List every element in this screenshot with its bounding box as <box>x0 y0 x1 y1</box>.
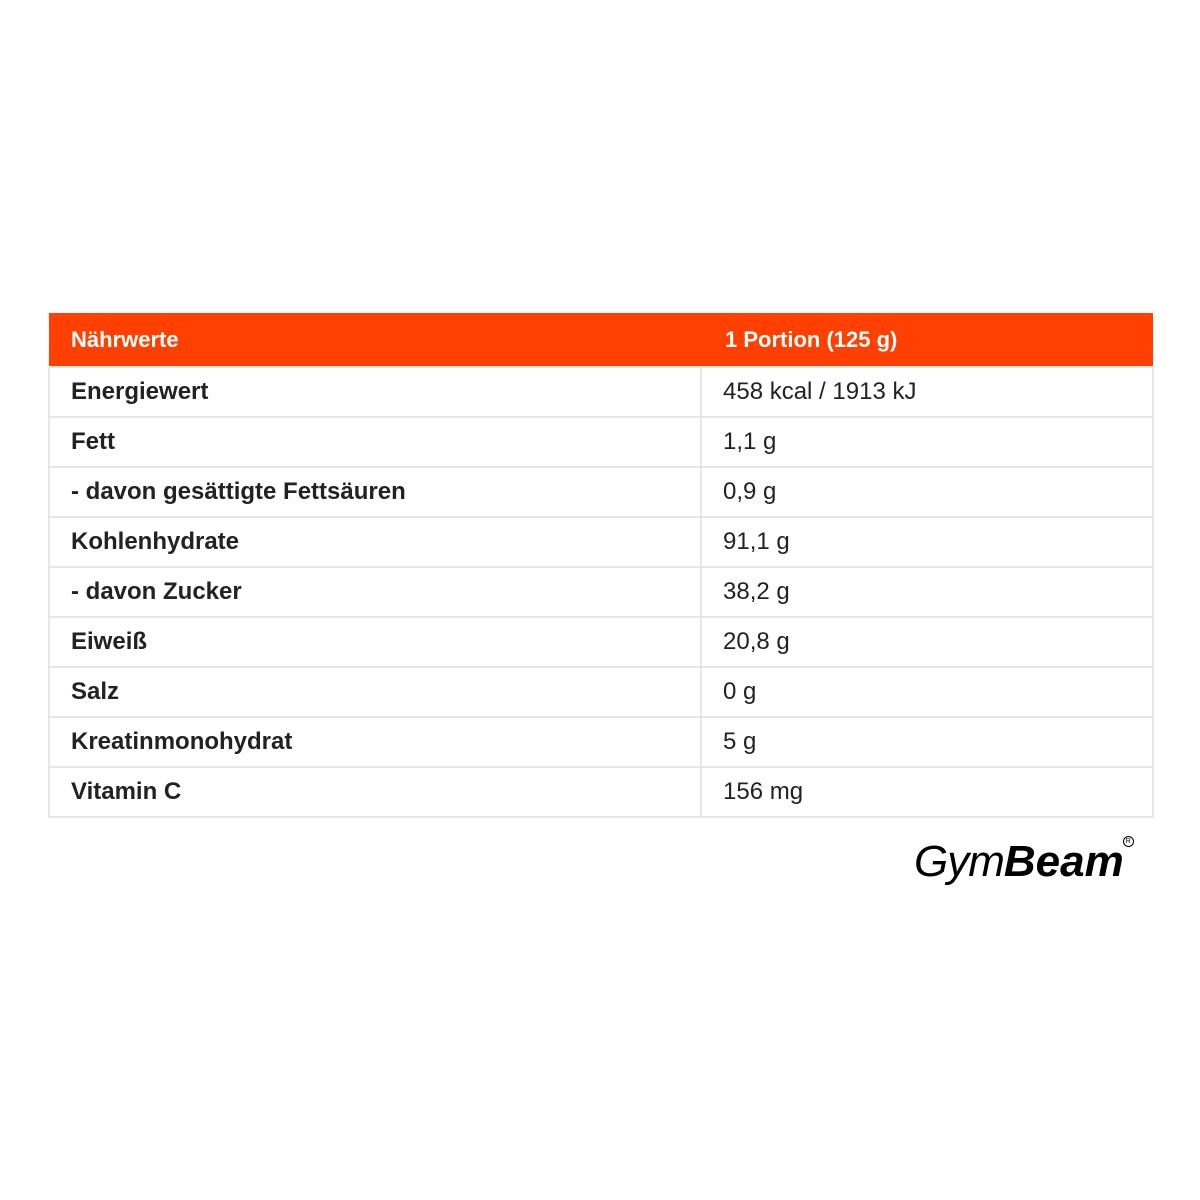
nutrient-name: - davon Zucker <box>49 567 701 617</box>
header-nutrients: Nährwerte <box>49 313 701 367</box>
table-row <box>49 467 1153 517</box>
table-row <box>49 767 1153 817</box>
nutrient-name: Salz <box>49 667 701 717</box>
nutrient-value: 91,1 g <box>701 517 1153 567</box>
logo-text-beam: Beam <box>1003 837 1124 886</box>
header-portion: 1 Portion (125 g) <box>701 313 1153 367</box>
table-row <box>49 367 1153 417</box>
nutrient-name: Eiweiß <box>49 617 701 667</box>
brand-logo <box>914 836 1131 888</box>
table-header-row <box>49 313 1153 367</box>
nutrient-value: 20,8 g <box>701 617 1153 667</box>
nutrient-name: Kreatinmonohydrat <box>49 717 701 767</box>
nutrition-table <box>48 313 1154 818</box>
nutrient-name: Kohlenhydrate <box>49 517 701 567</box>
nutrient-value: 38,2 g <box>701 567 1153 617</box>
logo-text-gym: Gym <box>914 837 1004 886</box>
nutrient-value: 458 kcal / 1913 kJ <box>701 367 1153 417</box>
nutrient-value: 156 mg <box>701 767 1153 817</box>
registered-trademark-icon: R <box>1123 836 1134 847</box>
table-row <box>49 717 1153 767</box>
table-row <box>49 517 1153 567</box>
nutrient-value: 1,1 g <box>701 417 1153 467</box>
nutrient-name: Vitamin C <box>49 767 701 817</box>
table-row <box>49 567 1153 617</box>
nutrient-value: 0 g <box>701 667 1153 717</box>
nutrient-name: Fett <box>49 417 701 467</box>
nutrient-name: Energiewert <box>49 367 701 417</box>
nutrient-value: 5 g <box>701 717 1153 767</box>
table-row <box>49 667 1153 717</box>
nutrient-name: - davon gesättigte Fettsäuren <box>49 467 701 517</box>
nutrient-value: 0,9 g <box>701 467 1153 517</box>
table-row <box>49 617 1153 667</box>
table-row <box>49 417 1153 467</box>
